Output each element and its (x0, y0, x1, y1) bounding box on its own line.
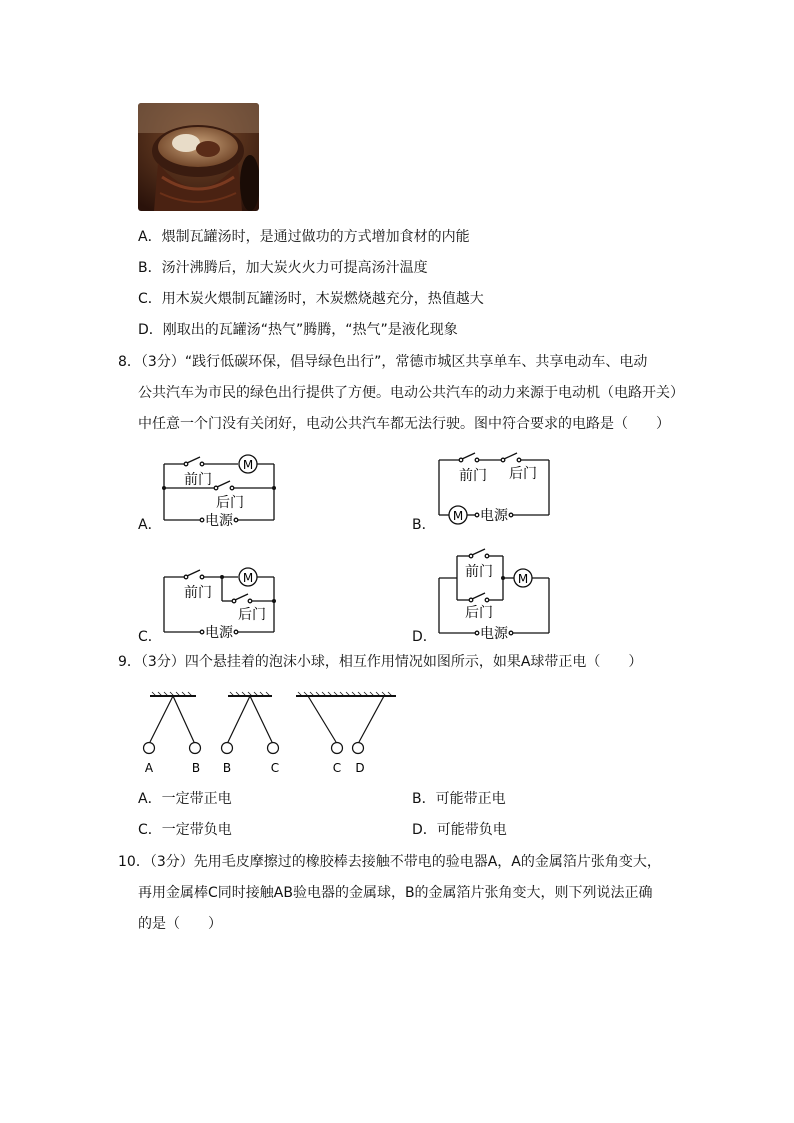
q8-stem-line-3: 中任意一个门没有关闭好，电动公共汽车都无法行驶。图中符合要求的电路是（ ） (138, 416, 670, 432)
motor-label: M (242, 571, 254, 585)
ball-label-d: D (355, 761, 365, 775)
motor-label: M (242, 458, 254, 472)
ball-label-b2: B (222, 761, 232, 775)
q8-stem-line-1: 8．（3分）“践行低碳环保，倡导绿色出行”，常德市城区共享单车、共享电动车、电动 (118, 354, 648, 370)
back-door-label: 后门 (238, 607, 266, 623)
ball-label-c: C (270, 761, 280, 775)
q7-option-c: C．用木炭火煨制瓦罐汤时，木炭燃烧越充分，热值越大 (138, 291, 484, 307)
q10-stem-line-1: 10．（3分）先用毛皮摩擦过的橡胶棒去接触不带电的验电器A，A的金属箔片张角变大， (118, 854, 661, 870)
ball-label-a: A (144, 761, 154, 775)
q9-option-a: A．一定带正电 (138, 791, 232, 807)
motor-label: M (517, 572, 529, 586)
front-door-label: 前门 (465, 564, 493, 580)
q8-label-c: C． (138, 629, 162, 645)
pith-balls-diagram (138, 688, 408, 778)
q10-stem-line-3: 的是（ ） (138, 916, 222, 932)
q7-option-a: A．煨制瓦罐汤时，是通过做功的方式增加食材的内能 (138, 229, 470, 245)
back-door-label: 后门 (509, 466, 537, 482)
circuit-a (160, 452, 280, 530)
back-door-label: 后门 (465, 605, 493, 621)
soup-pot-photo (138, 103, 259, 211)
q9-option-c: C．一定带负电 (138, 822, 232, 838)
q8-label-b: B． (412, 517, 436, 533)
front-door-label: 前门 (459, 468, 487, 484)
circuit-d (435, 548, 555, 641)
circuit-b (435, 452, 555, 530)
front-door-label: 前门 (184, 472, 212, 488)
back-door-label: 后门 (216, 495, 244, 511)
motor-label: M (452, 509, 464, 523)
power-label: 电源 (205, 513, 233, 529)
q8-stem-line-2: 公共汽车为市民的绿色出行提供了方便。电动公共汽车的动力来源于电动机（电路开关） (138, 385, 684, 401)
power-label: 电源 (480, 508, 508, 524)
q8-label-d: D． (412, 629, 437, 645)
q7-option-b: B．汤汁沸腾后，加大炭火火力可提高汤汁温度 (138, 260, 428, 276)
q8-label-a: A． (138, 517, 162, 533)
q10-stem-line-2: 再用金属棒C同时接触AB验电器的金属球，B的金属箔片张角变大，则下列说法正确 (138, 885, 653, 901)
q9-option-d: D．可能带负电 (412, 822, 507, 838)
power-label: 电源 (480, 626, 508, 641)
q9-stem: 9．（3分）四个悬挂着的泡沫小球，相互作用情况如图所示，如果A球带正电（ ） (118, 654, 643, 670)
q9-option-b: B．可能带正电 (412, 791, 506, 807)
power-label: 电源 (205, 625, 233, 641)
q7-option-d: D．刚取出的瓦罐汤“热气”腾腾，“热气”是液化现象 (138, 322, 458, 338)
ball-label-b: B (191, 761, 201, 775)
ball-label-c2: C (332, 761, 342, 775)
circuit-c (160, 565, 280, 641)
front-door-label: 前门 (184, 585, 212, 601)
